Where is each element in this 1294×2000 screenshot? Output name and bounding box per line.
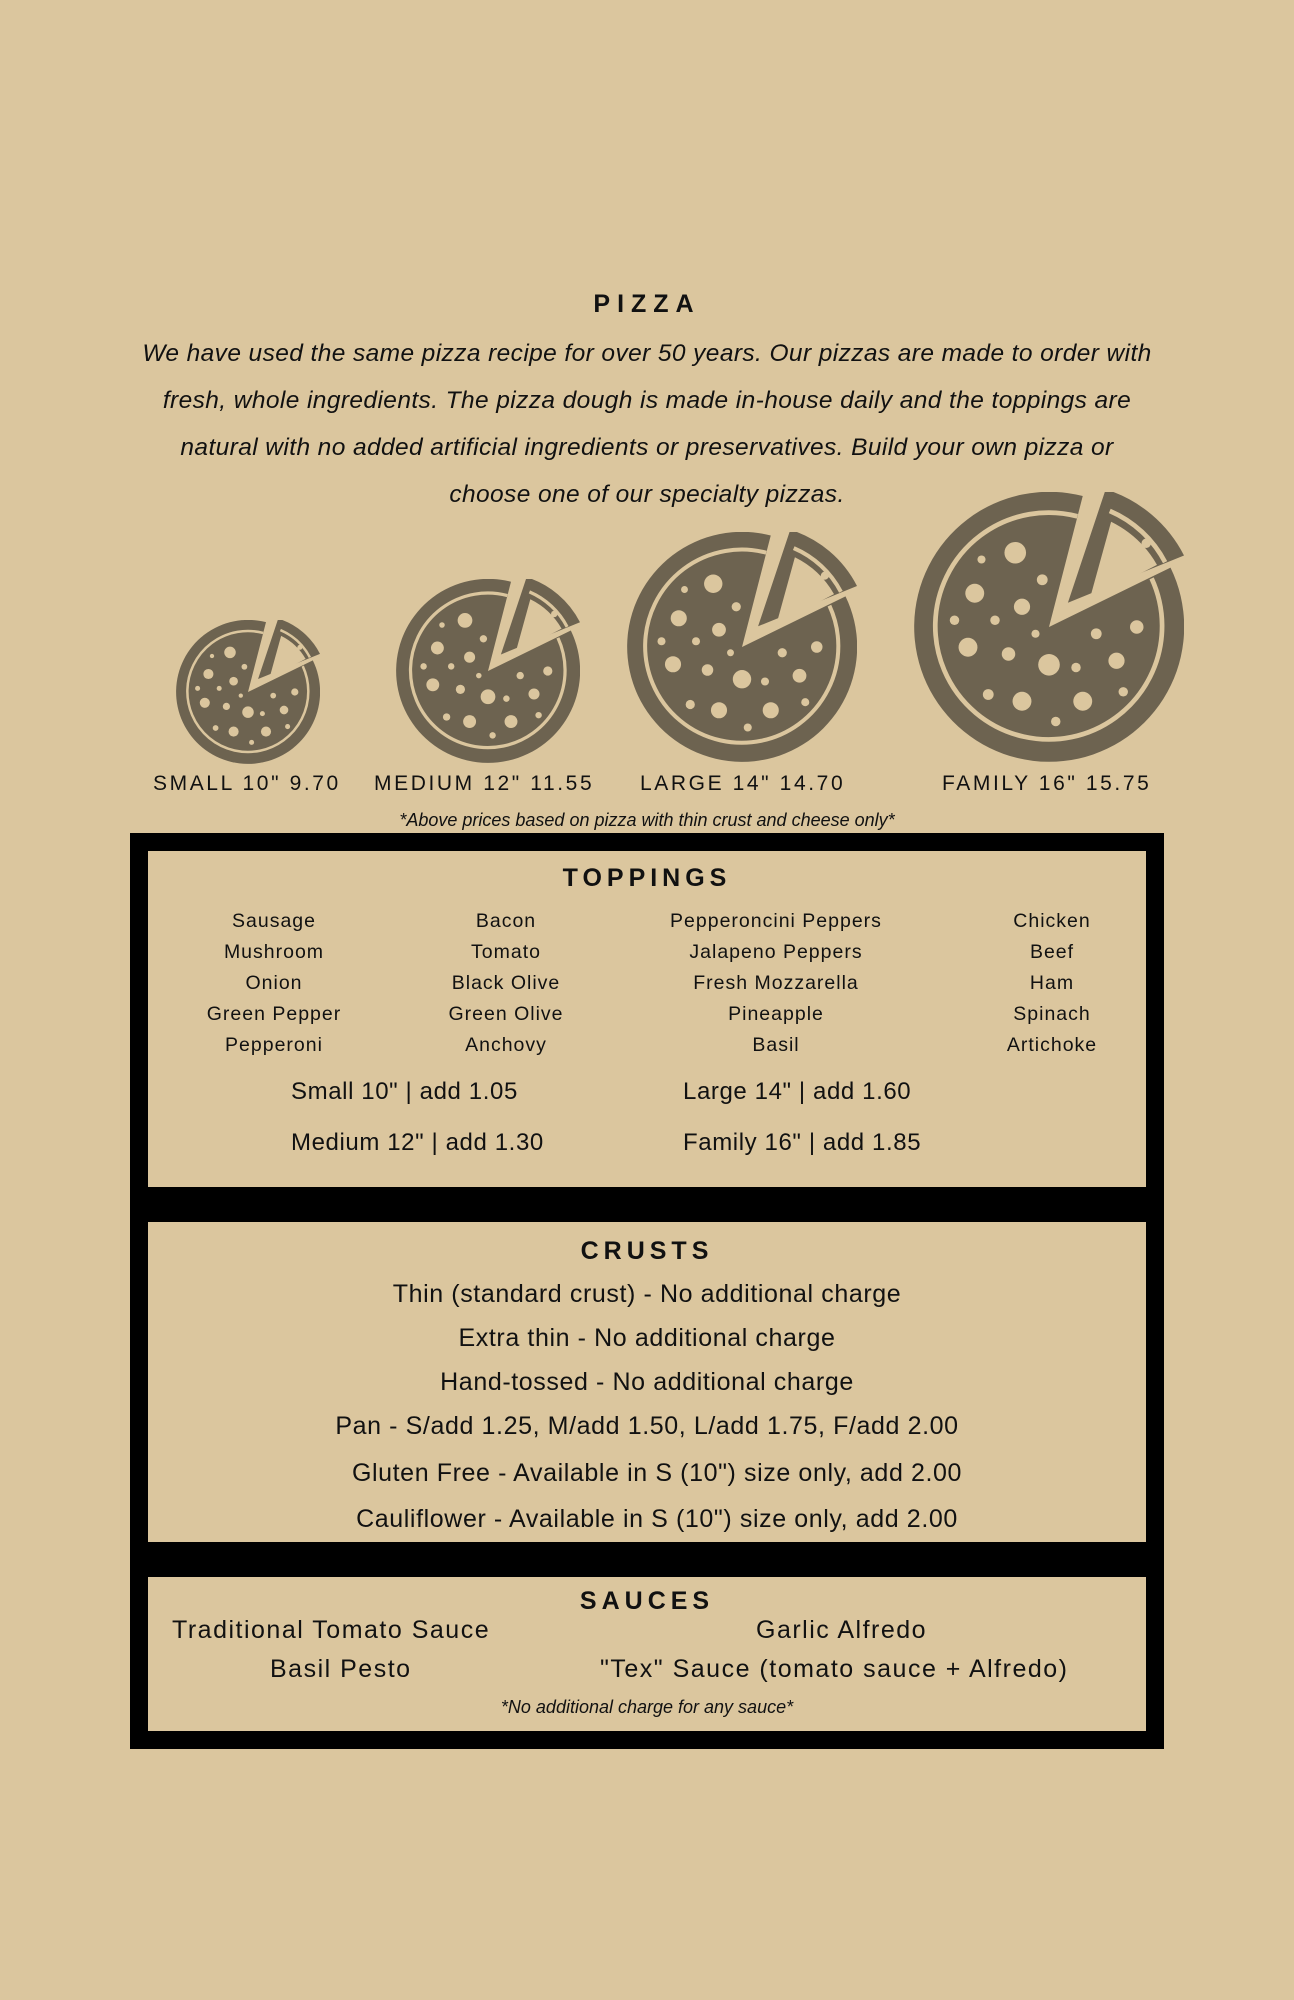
- topping-item: Pepperoni: [225, 1034, 323, 1056]
- price-note: *Above prices based on pizza with thin crust and cheese only*: [399, 810, 895, 830]
- pizza-icon-family: [914, 492, 1184, 762]
- sauces-title: SAUCES: [579, 1587, 715, 1615]
- sauce-item: Traditional Tomato Sauce: [172, 1616, 491, 1644]
- topping-item: Beef: [1029, 941, 1075, 963]
- size-label-large: LARGE 14" 14.70: [640, 772, 846, 795]
- pizza-title: PIZZA: [593, 290, 701, 318]
- topping-price-family: Family 16" | add 1.85: [683, 1129, 922, 1156]
- topping-item: Sausage: [232, 910, 316, 932]
- pizza-icon-medium: [396, 579, 580, 763]
- pizza-intro: [120, 330, 1174, 518]
- topping-item: Pineapple: [728, 1003, 824, 1025]
- crust-item: Cauliflower - Available in S (10") size only, add 2.00: [356, 1505, 958, 1533]
- topping-price-small: Small 10" | add 1.05: [291, 1078, 518, 1105]
- topping-item: Green Olive: [448, 1003, 564, 1025]
- crust-item: Thin (standard crust) - No additional charge: [392, 1280, 902, 1308]
- sauce-note: *No additional charge for any sauce*: [500, 1697, 794, 1717]
- topping-item: Jalapeno Peppers: [689, 941, 863, 963]
- size-label-small: SMALL 10" 9.70: [153, 772, 341, 795]
- topping-item: Tomato: [471, 941, 541, 963]
- topping-item: Anchovy: [465, 1034, 547, 1056]
- topping-price-large: Large 14" | add 1.60: [683, 1078, 912, 1105]
- topping-item: Mushroom: [223, 941, 325, 963]
- intro-line: fresh, whole ingredients. The pizza dough is made in-house daily and the toppings are: [162, 387, 1132, 414]
- crust-item: Gluten Free - Available in S (10") size only, add 2.00: [351, 1459, 963, 1487]
- crust-item: Pan - S/add 1.25, M/add 1.50, L/add 1.75, F/add 2.00: [335, 1412, 959, 1440]
- topping-item: Chicken: [1013, 910, 1091, 932]
- topping-item: Spinach: [1013, 1003, 1091, 1025]
- sauce-item: Garlic Alfredo: [756, 1616, 928, 1644]
- crust-item: Hand-tossed - No additional charge: [440, 1368, 854, 1396]
- sauce-item: Basil Pesto: [270, 1655, 412, 1683]
- toppings-column-4: [912, 906, 1192, 1061]
- toppings-column-3: [636, 906, 916, 1061]
- intro-line: natural with no added artificial ingredients or preservatives. Build your own pizza or: [180, 434, 1114, 461]
- topping-item: Green Pepper: [206, 1003, 342, 1025]
- size-label-medium: MEDIUM 12" 11.55: [374, 772, 595, 795]
- topping-item: Artichoke: [1006, 1034, 1098, 1056]
- topping-item: Bacon: [475, 910, 537, 932]
- pizza-icon-small: [176, 620, 320, 764]
- pizza-icon-large: [627, 532, 857, 762]
- crust-item: Extra thin - No additional charge: [458, 1324, 836, 1352]
- topping-item: Pepperoncini Peppers: [670, 910, 882, 932]
- intro-line: We have used the same pizza recipe for over 50 years. Our pizzas are made to order with: [142, 340, 1152, 367]
- topping-item: Fresh Mozzarella: [693, 972, 859, 994]
- toppings-column-2: [366, 906, 646, 1061]
- toppings-title: TOPPINGS: [562, 864, 732, 892]
- crusts-title: CRUSTS: [580, 1237, 714, 1265]
- topping-price-medium: Medium 12" | add 1.30: [291, 1129, 544, 1156]
- sauce-item: "Tex" Sauce (tomato sauce + Alfredo): [600, 1655, 1069, 1683]
- intro-line: choose one of our specialty pizzas.: [449, 481, 845, 508]
- topping-item: Black Olive: [451, 972, 561, 994]
- topping-item: Ham: [1029, 972, 1075, 994]
- size-label-family: FAMILY 16" 15.75: [942, 772, 1152, 795]
- topping-item: Basil: [752, 1034, 800, 1056]
- topping-item: Onion: [245, 972, 303, 994]
